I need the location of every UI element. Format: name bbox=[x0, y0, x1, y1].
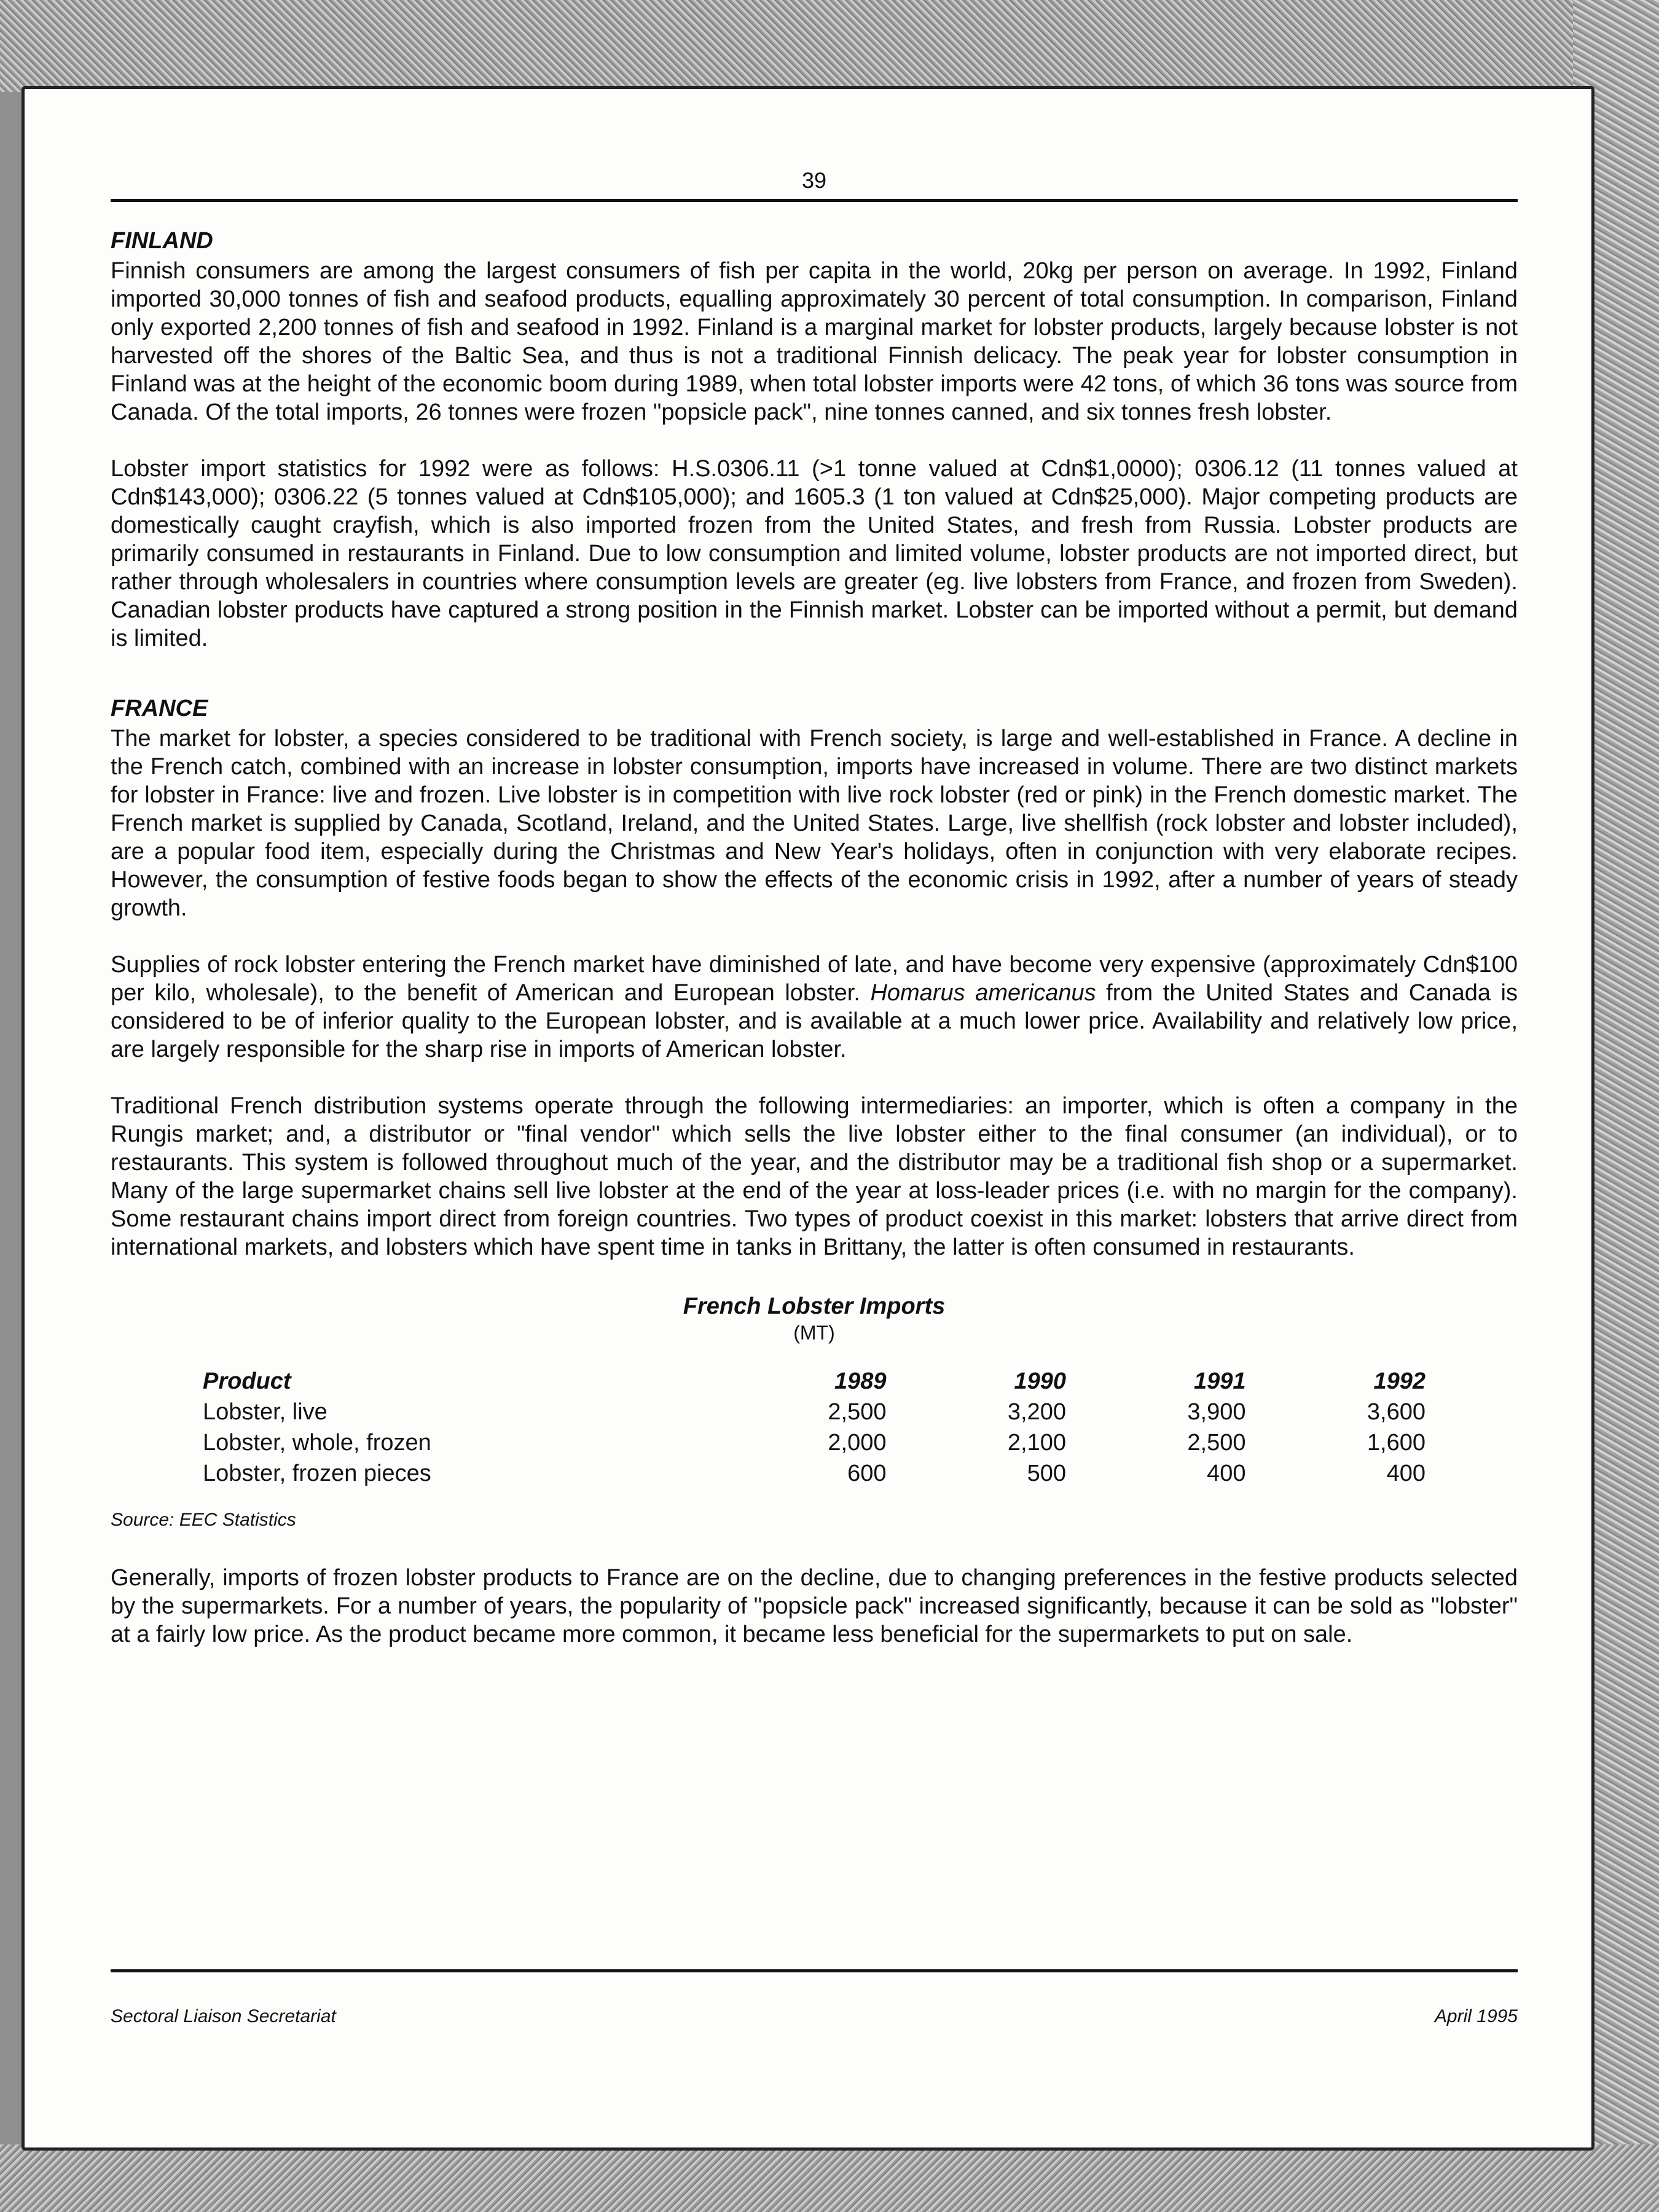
table-header-row bbox=[203, 1366, 1426, 1397]
species-name: Homarus americanus bbox=[870, 980, 1096, 1006]
lobster-imports-table bbox=[203, 1366, 1426, 1489]
page-footer bbox=[111, 1969, 1518, 2027]
table-row bbox=[203, 1458, 1426, 1489]
header-1990: 1990 bbox=[1014, 1368, 1066, 1394]
cell-product: Lobster, live bbox=[203, 1399, 327, 1425]
cell-1989: 2,000 bbox=[828, 1430, 887, 1456]
cell-1992: 3,600 bbox=[1367, 1399, 1426, 1425]
footer-date: April 1995 bbox=[1434, 2006, 1518, 2026]
scan-edge-top bbox=[0, 0, 1659, 92]
cell-1991: 2,500 bbox=[1187, 1430, 1246, 1456]
page-number: 39 bbox=[111, 166, 1518, 202]
cell-1991: 400 bbox=[1207, 1461, 1246, 1486]
cell-1992: 1,600 bbox=[1367, 1430, 1426, 1456]
header-1989: 1989 bbox=[834, 1368, 887, 1394]
france-paragraph-2 bbox=[111, 951, 1518, 1064]
cell-1989: 2,500 bbox=[828, 1399, 887, 1425]
footer-organization: Sectoral Liaison Secretariat bbox=[111, 2006, 336, 2026]
table-source: Source: EEC Statistics bbox=[111, 1510, 296, 1530]
france-paragraph-2-part-1: Supplies of rock lobster entering the French market have diminished of late, and have become very expensive (approximately Cdn$100 per kilo, wholesale), to the benefit of American and European lobster. bbox=[111, 952, 1518, 1006]
france-paragraph-1: The market for lobster, a species considered to be traditional with French society, is large and well-established in France. A decline in the French catch, combined with an increase in lobster consumption, imports have increased in volume. There are two distinct markets for lobster in France: live and frozen. Live lobster is in competition with live rock lobster (red or pink) in the French domestic market. The French market is supplied by Canada, Scotland, Ireland, and the United States. Large, live shellfish (rock lobster and lobster included), are a popular food item, especially during the Christmas and New Year's holidays, often in conjunction with very elaborate recipes. However, the consumption of festive foods began to show the effects of the economic crisis in 1992, after a number of years of steady growth. bbox=[111, 726, 1518, 921]
header-product: Product bbox=[203, 1368, 291, 1394]
table-title: French Lobster Imports bbox=[683, 1293, 946, 1319]
page-content bbox=[111, 166, 1518, 1677]
section-title-finland: FINLAND bbox=[111, 228, 213, 254]
closing-paragraph: Generally, imports of frozen lobster products to France are on the decline, due to changing preferences in the festive products selected by the supermarkets. For a number of years, the popularity of "popsicle pack" increased significantly, because it can be sold as "lobster" at a fairly low price. As the product became more common, it became less beneficial for the supermarkets to put on sale. bbox=[111, 1565, 1518, 1647]
france-paragraph-3: Traditional French distribution systems operate through the following intermediaries: an importer, which is often a company in the Rungis market; and, a distributor or "final vendor" which sells the live lobster either to the final consumer (an individual), or to restaurants. This system is followed throughout much of the year, and the distributor may be a traditional fish shop or a supermarket. Many of the large supermarket chains sell live lobster at the end of the year at loss-leader prices (i.e. with no margin for the company). Some restaurant chains import direct from foreign countries. Two types of product coexist in this market: lobsters that arrive direct from international markets, and lobsters which have spent time in tanks in Brittany, the latter is often consumed in restaurants. bbox=[111, 1093, 1518, 1260]
section-title-france: FRANCE bbox=[111, 696, 208, 721]
cell-product: Lobster, whole, frozen bbox=[203, 1430, 431, 1456]
cell-1989: 600 bbox=[847, 1461, 887, 1486]
header-1992: 1992 bbox=[1373, 1368, 1426, 1394]
cell-1992: 400 bbox=[1386, 1461, 1426, 1486]
cell-product: Lobster, frozen pieces bbox=[203, 1461, 431, 1486]
cell-1990: 2,100 bbox=[1007, 1430, 1066, 1456]
table-row bbox=[203, 1427, 1426, 1458]
table-unit: (MT) bbox=[793, 1322, 835, 1344]
table-row bbox=[203, 1397, 1426, 1427]
cell-1990: 3,200 bbox=[1007, 1399, 1066, 1425]
finland-paragraph-1: Finnish consumers are among the largest consumers of fish per capita in the world, 20kg per person on average. In 1992, Finland imported 30,000 tonnes of fish and seafood products, equalling approximately 30 percent of total consumption. In comparison, Finland only exported 2,200 tonnes of fish and seafood in 1992. Finland is a marginal market for lobster products, largely because lobster is not harvested off the shores of the Baltic Sea, and thus is not a traditional Finnish delicacy. The peak year for lobster consumption in Finland was at the height of the economic boom during 1989, when total lobster imports were 42 tons, of which 36 tons was source from Canada. Of the total imports, 26 tonnes were frozen "popsicle pack", nine tonnes canned, and six tonnes fresh lobster. bbox=[111, 258, 1518, 425]
france-paragraph-2-part-2: from the United States and Canada is considered to be of inferior quality to the European lobster, and is available at a much lower price. Availability and relatively low price, are largely responsible for the sharp rise in imports of American lobster. bbox=[111, 980, 1518, 1062]
scan-edge-bottom bbox=[0, 2144, 1659, 2212]
cell-1991: 3,900 bbox=[1187, 1399, 1246, 1425]
cell-1990: 500 bbox=[1027, 1461, 1066, 1486]
finland-paragraph-2: Lobster import statistics for 1992 were as follows: H.S.0306.11 (>1 tonne valued at Cdn$1,0000); 0306.12 (11 tonnes valued at Cdn$143,000); 0306.22 (5 tonnes valued at Cdn$105,000); and 1605.3 (1 ton valued at Cdn$25,000). Major competing products are domestically caught crayfish, which is also imported frozen from the United States, and fresh from Russia. Lobster products are primarily consumed in restaurants in Finland. Due to low consumption and limited volume, lobster products are not imported direct, but rather through wholesalers in countries where consumption levels are greater (eg. live lobsters from France, and frozen from Sweden). Canadian lobster products have captured a strong position in the Finnish market. Lobster can be imported without a permit, but demand is limited. bbox=[111, 456, 1518, 651]
header-1991: 1991 bbox=[1193, 1368, 1246, 1394]
